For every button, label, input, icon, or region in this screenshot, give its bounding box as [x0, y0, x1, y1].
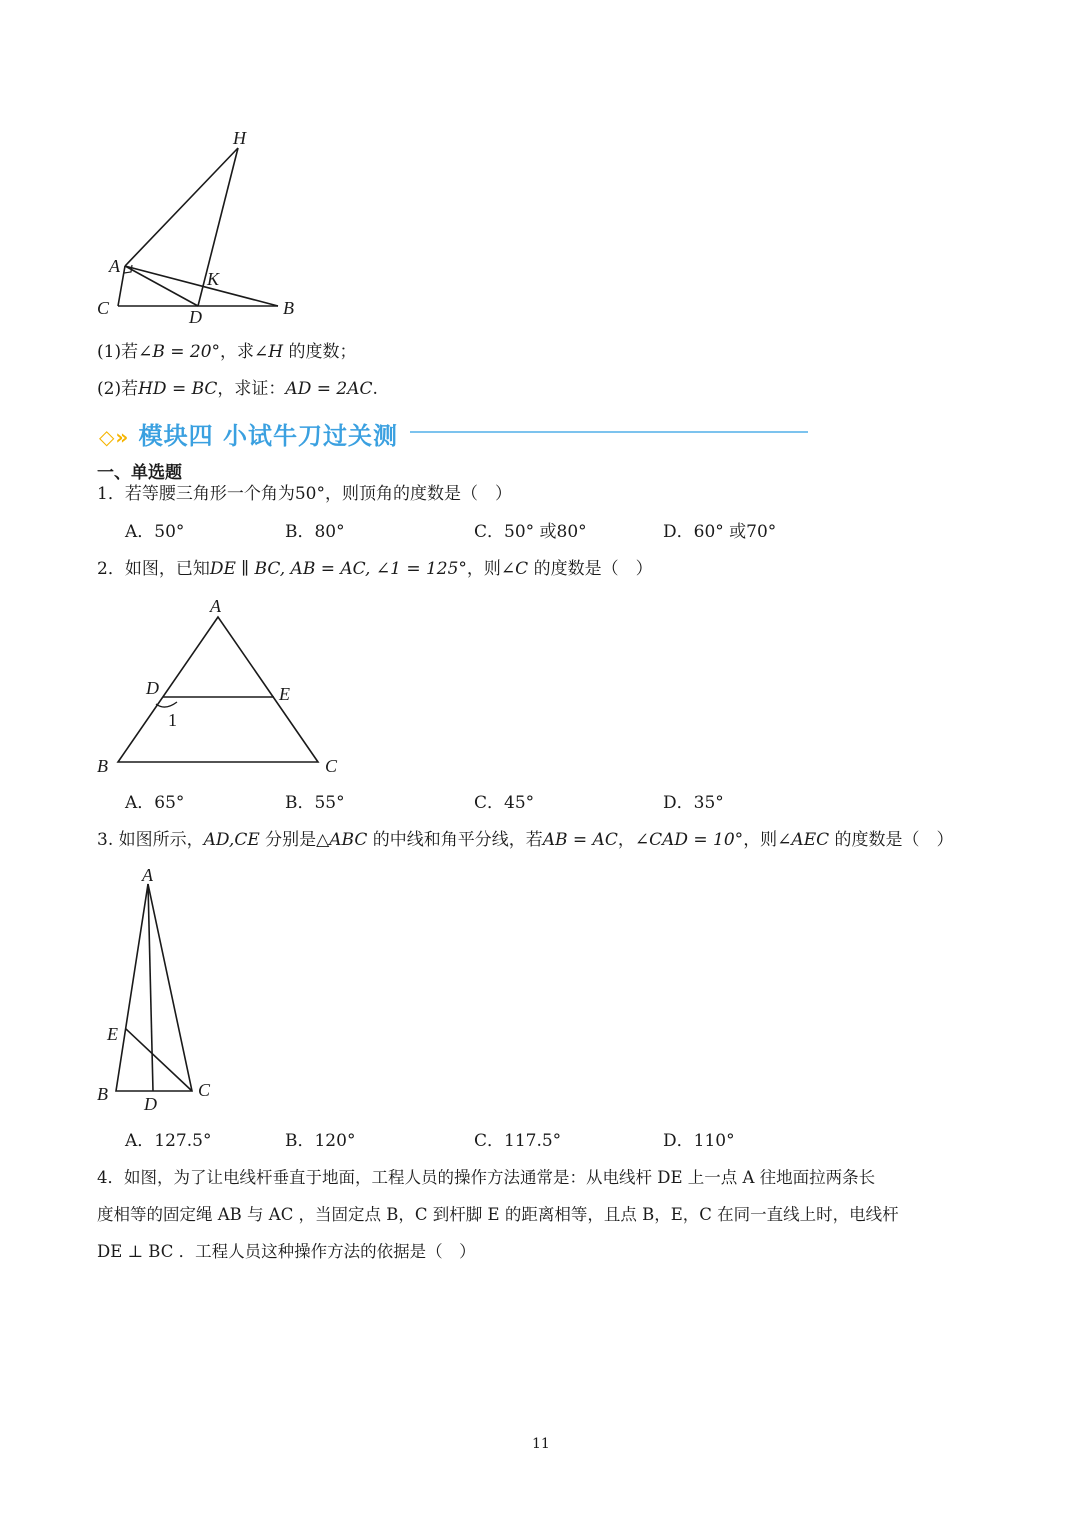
- prev-q1: (1)若∠B = 20°，求∠H 的度数；: [97, 342, 357, 362]
- fig2-label-1: 1: [168, 710, 177, 730]
- q2-option-b: B．55°: [285, 793, 345, 813]
- module-title: 模块四 小试牛刀过关测: [138, 422, 399, 450]
- fig2-label-c: C: [325, 756, 338, 776]
- q2-option-d: D．35°: [663, 793, 724, 813]
- q3-option-a: A．127.5°: [125, 1131, 212, 1151]
- question-3-stem: 3. 如图所示，AD,CE 分别是△ABC 的中线和角平分线，若AB = AC，∠CAD = 10°，则∠AEC 的度数是（ ）: [97, 830, 954, 850]
- fig2-label-e: E: [279, 684, 290, 704]
- fig3-label-e: E: [107, 1024, 118, 1044]
- question-1-stem: 1．若等腰三角形一个角为50°，则顶角的度数是（ ）: [97, 484, 512, 504]
- q1-option-b: B．80°: [285, 522, 345, 542]
- figure-2-triangle-de: [90, 590, 360, 790]
- q3-option-b: B．120°: [285, 1131, 356, 1151]
- q2-option-c: C．45°: [474, 793, 535, 813]
- q1-option-c: C．50° 或80°: [474, 522, 587, 542]
- fig1-label-k: K: [207, 269, 220, 289]
- prev-q2: (2)若HD = BC，求证：AD = 2AC.: [97, 379, 378, 399]
- q1-option-d: D．60° 或70°: [663, 522, 777, 542]
- figure-1-triangle-h: [90, 120, 320, 330]
- question-2-stem: 2．如图，已知DE ∥ BC, AB = AC, ∠1 = 125°，则∠C 的度数是（ ）: [97, 559, 653, 579]
- q3-option-c: C．117.5°: [474, 1131, 562, 1151]
- module-heading-rule: [410, 431, 808, 433]
- fig1-label-c: C: [97, 298, 110, 318]
- question-4-line-3: DE ⊥ BC ．工程人员这种操作方法的依据是（ ）: [97, 1242, 476, 1261]
- figure-3-isosceles: [90, 862, 230, 1117]
- fig1-label-h: H: [233, 128, 246, 148]
- q2-option-a: A．65°: [125, 793, 185, 813]
- fig1-label-a: A: [109, 256, 120, 276]
- fig3-label-a: A: [142, 865, 153, 885]
- fig1-label-d: D: [189, 307, 202, 327]
- q1-option-a: A．50°: [125, 522, 185, 542]
- module-heading: [99, 416, 398, 451]
- fig2-label-d: D: [146, 678, 159, 698]
- question-4-line-2: 度相等的固定绳 AB 与 AC ，当固定点 B，C 到杆脚 E 的距离相等，且点 B，E，C 在同一直线上时，电线杆: [97, 1205, 899, 1224]
- module-chevron-icon: ◇»: [99, 425, 130, 449]
- section-title: 一、单选题: [97, 463, 182, 483]
- fig2-label-a: A: [210, 596, 221, 616]
- question-4-line-1: 4．如图，为了让电线杆垂直于地面，工程人员的操作方法通常是：从电线杆 DE 上一点 A 往地面拉两条长: [97, 1168, 876, 1187]
- page-number: 11: [532, 1436, 550, 1452]
- fig3-label-b: B: [97, 1084, 108, 1104]
- fig2-label-b: B: [97, 756, 108, 776]
- fig3-label-d: D: [144, 1094, 157, 1114]
- q3-option-d: D．110°: [663, 1131, 735, 1151]
- fig1-label-b: B: [283, 298, 294, 318]
- fig3-label-c: C: [198, 1080, 211, 1100]
